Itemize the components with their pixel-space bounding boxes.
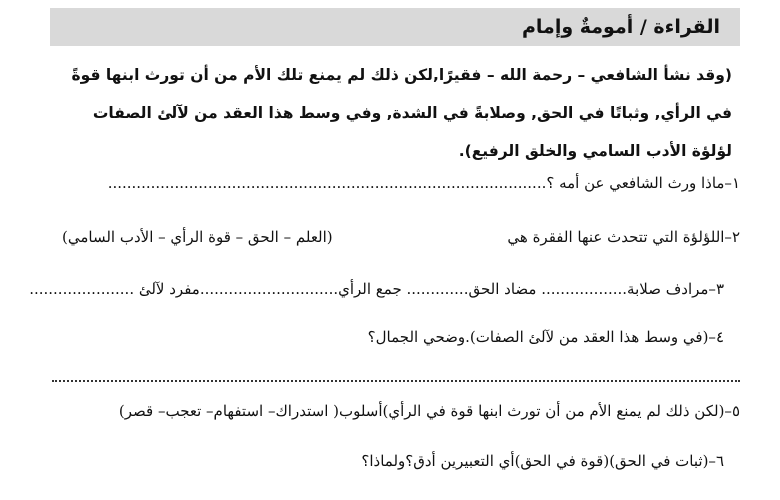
question-3 (29, 280, 724, 310)
section-header (50, 8, 740, 46)
question-2 (40, 228, 740, 258)
question-6 (40, 452, 724, 482)
question-6-text: ٦–(ثبات في الحق)(قوة في الحق)أي التعبيرين أدق؟ولماذا؟ (361, 452, 724, 470)
question-3-text: ٣–مرادف صلابة.................. مضاد الحق............. جمع الرأي.............................مفرد لآلئ ...................... (29, 280, 724, 298)
reading-passage: (وقد نشأ الشافعي – رحمة الله – فقيرًا,لكن ذلك لم يمنع تلك الأم من أن تورث ابنها قوةً في الرأي, وثباتًا في الحق, وصلابةً في الشدة, وفي وسط هذا العقد من لآلئ الصفات لؤلؤة الأدب السامي والخلق الرفيع). (71, 66, 732, 160)
question-4 (40, 328, 724, 358)
question-2-text: ٢–اللؤلؤة التي تتحدث عنها الفقرة هي (507, 228, 740, 246)
question-5 (40, 402, 740, 432)
question-1 (40, 174, 740, 204)
question-2-options: (العلم – الحق – قوة الرأي – الأدب السامي) (62, 228, 333, 246)
question-4-text: ٤–(في وسط هذا العقد من لآلئ الصفات).وضحي الجمال؟ (367, 328, 724, 346)
section-title: القراءة / أمومةٌ وإمام (522, 16, 720, 38)
question-5-text: ٥–(لكن ذلك لم يمنع الأم من أن تورث ابنها قوة في الرأي)أسلوب( استدراك– استفهام– تعجب– قصر) (118, 402, 740, 420)
answer-dotted-line (52, 380, 740, 382)
question-1-text: ١–ماذا ورث الشافعي عن أمه ؟............................................................................................ (107, 174, 740, 192)
